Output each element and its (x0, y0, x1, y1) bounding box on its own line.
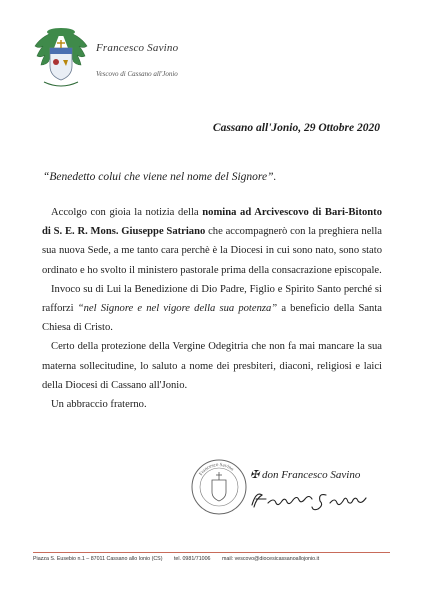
paragraph-1-intro: Accolgo con gioia la notizia della (51, 207, 203, 218)
paragraph-2-citation: “nel Signore e nel vigore della sua potenza” (77, 303, 278, 315)
paragraph-1 (42, 203, 382, 280)
paragraph-2 (42, 280, 382, 338)
signature-name: ✠ don Francesco Savino (250, 469, 361, 481)
letterhead-name: Francesco Savino (96, 42, 179, 54)
letterhead (30, 24, 370, 104)
letter-date: Cassano all'Jonio, 29 Ottobre 2020 (212, 122, 380, 134)
letter-body (42, 203, 382, 414)
paragraph-2-rest: a beneficio della Santa Chiesa di Cristo. (42, 303, 382, 334)
paragraph-3: Certo della protezione della Vergine Odegitria che non fa mai mancare la sua materna sollecitudine, lo saluto a nome dei presbiteri, diaconi, religiosi e laici della Diocesi di Cassano all'Jonio. (42, 341, 382, 391)
footer-email: mail: vescovo@diocesicassanoallojonio.it (221, 556, 320, 562)
letterhead-title: Vescovo di Cassano all'Jonio (96, 70, 178, 78)
opening-quote: “Benedetto colui che viene nel nome del Signore”. (43, 171, 277, 183)
coat-of-arms-icon (30, 24, 92, 96)
paragraph-1-highlight: nomina ad Arcivescovo di Bari-Bitonto di S. E. R. Mons. Giuseppe Satriano (42, 207, 382, 238)
paragraph-4: Un abbraccio fraterno. (51, 399, 147, 411)
handwritten-signature (246, 485, 386, 515)
letter-footer (33, 552, 390, 562)
episcopal-seal-icon (190, 458, 248, 516)
footer-address: Piazza S. Eusebio n.1 – 87011 Cassano allo Ionio (CS) (33, 556, 163, 562)
signature-block (190, 458, 390, 558)
paragraph-2-intro: Invoco su di Lui la Benedizione di Dio Padre, Figlio e Spirito Santo perché si rafforzi (42, 283, 382, 315)
footer-phone: tel. 0981/71006 (173, 556, 211, 562)
paragraph-1-rest: che accompagnerò con la preghiera nella sua nuova Sede, a me tanto cara perchè è la Diocesi in cui sono nato, sono stato ordinato e ho svolto il ministero pastorale prima della consacrazione episcopale. (42, 226, 382, 276)
seal-text: Francesco Savino (198, 462, 235, 477)
